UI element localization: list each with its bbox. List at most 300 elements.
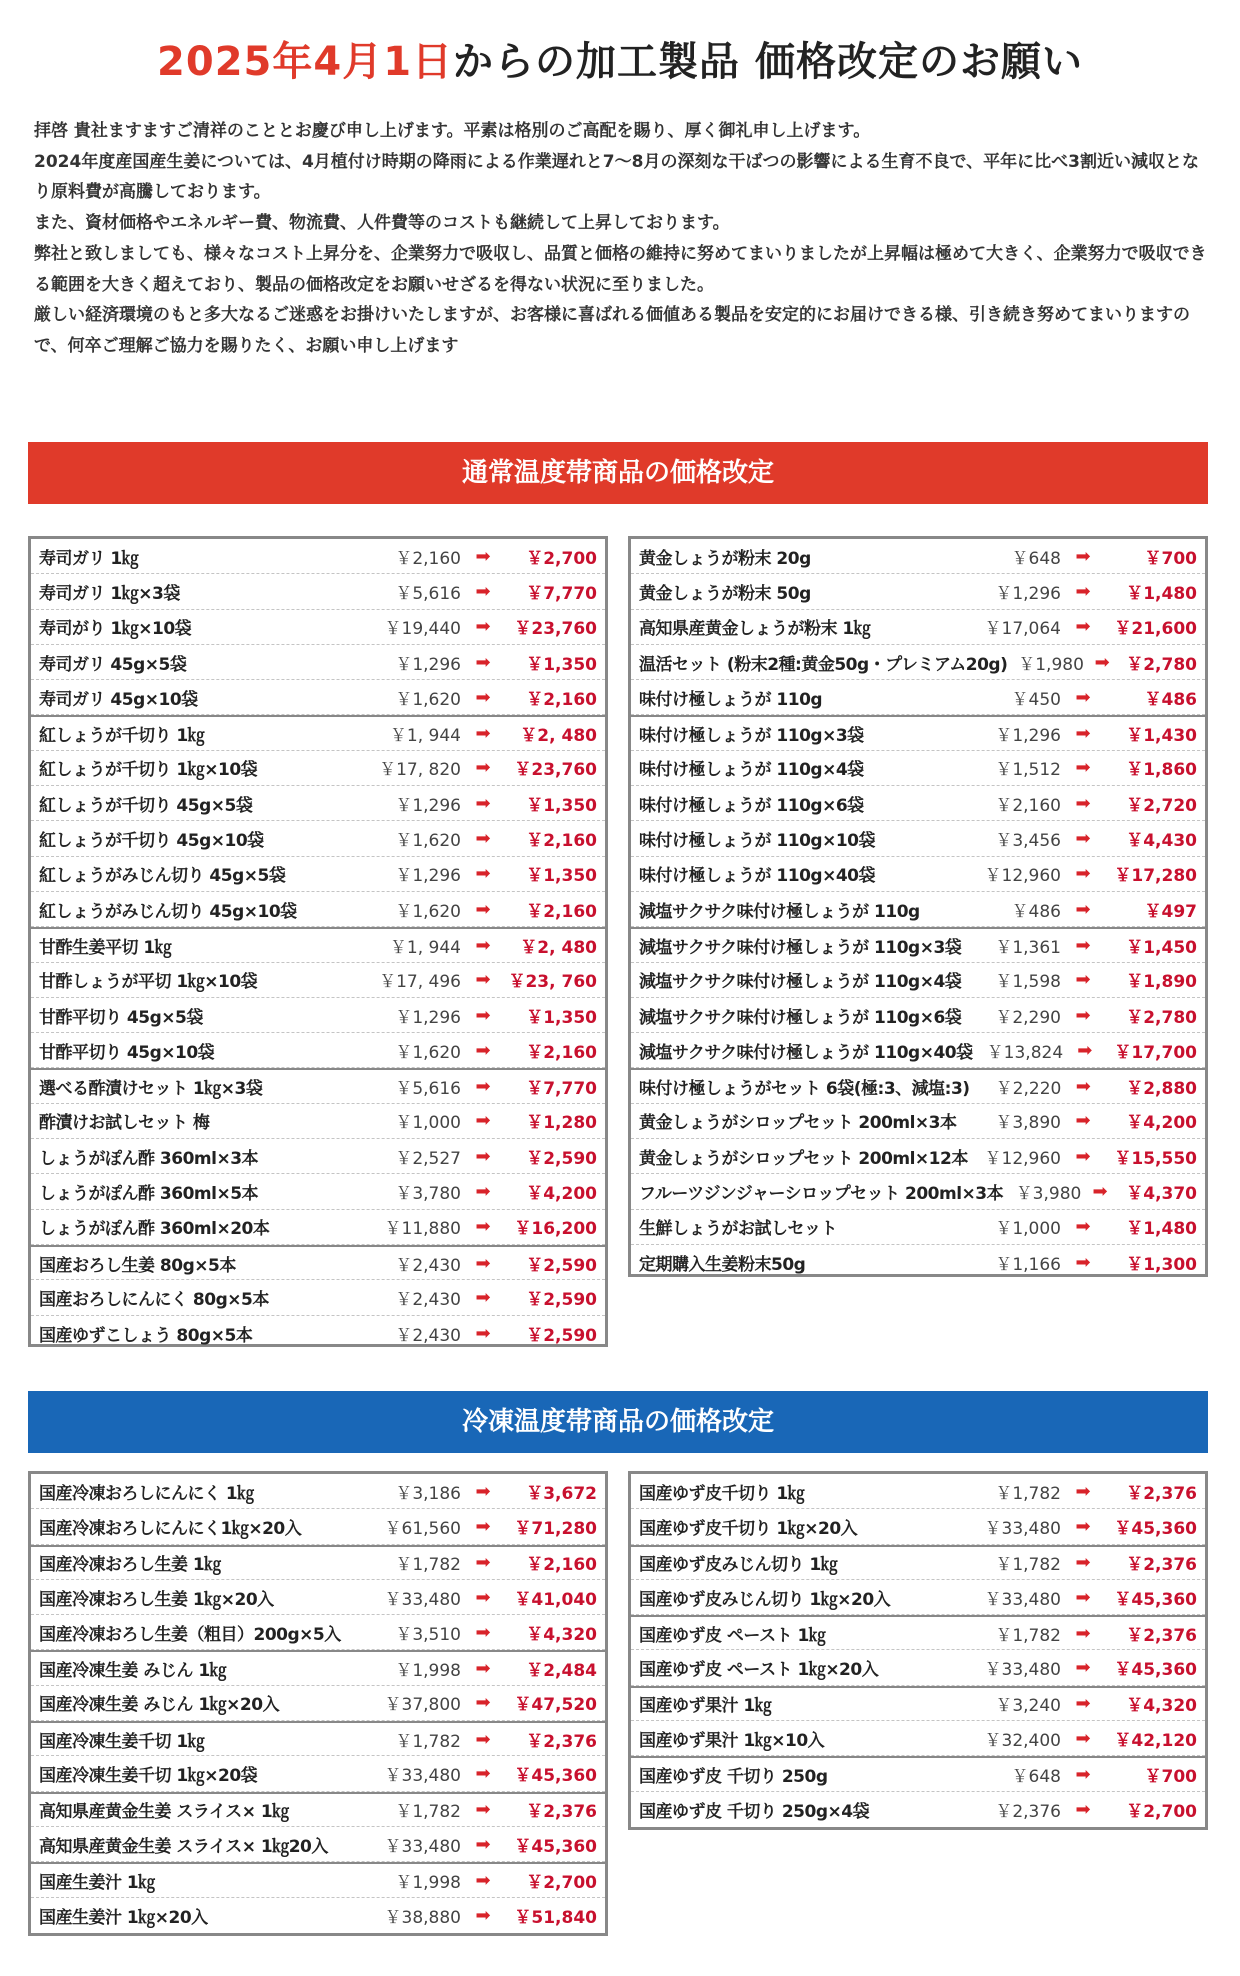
product-name: 国産生姜汁 1㎏×20入 bbox=[39, 1907, 208, 1928]
product-name: 甘酢平切り 45g×5袋 bbox=[39, 1007, 203, 1028]
price-row bbox=[631, 1756, 1205, 1791]
old-price: ￥3,510 bbox=[395, 1624, 461, 1645]
old-price: ￥648 bbox=[1011, 548, 1061, 569]
price-row bbox=[631, 1686, 1205, 1721]
product-name: 国産ゆず果汁 1㎏×10入 bbox=[639, 1730, 825, 1751]
price-row bbox=[31, 1280, 605, 1315]
old-price: ￥450 bbox=[1011, 689, 1061, 710]
product-name: 国産ゆず果汁 1㎏ bbox=[639, 1696, 772, 1717]
new-price: ￥1,890 bbox=[1126, 972, 1197, 993]
product-name: しょうがぽん酢 360ml×5本 bbox=[39, 1183, 259, 1204]
intro-paragraph: 2024年度産国産生姜については、4月植付け時期の降雨による作業遅れと7～8月の深刻な干ばつの影響による生育不良で、平年に比べ3割近い減収となり原料費が高騰しております。 bbox=[34, 151, 1199, 203]
product-name: 温活セット (粉末2種:黄金50g・プレミアム20g) bbox=[639, 654, 1008, 675]
product-name: 紅しょうが千切り 45g×5袋 bbox=[39, 795, 253, 816]
arrow-icon: ➡ bbox=[475, 863, 491, 885]
arrow-icon: ➡ bbox=[1075, 1764, 1091, 1786]
old-price: ￥2,160 bbox=[395, 548, 461, 569]
product-name: 国産ゆずこしょう 80g×5本 bbox=[39, 1325, 253, 1346]
arrow-icon: ➡ bbox=[1075, 1216, 1091, 1238]
product-name: 国産ゆず皮みじん切り 1㎏ bbox=[639, 1555, 838, 1576]
price-row bbox=[631, 1545, 1205, 1580]
new-price: ￥2,376 bbox=[1126, 1625, 1197, 1646]
price-row bbox=[31, 892, 605, 927]
arrow-icon: ➡ bbox=[1075, 969, 1091, 991]
arrow-icon: ➡ bbox=[1075, 1552, 1091, 1574]
new-price: ￥45,360 bbox=[1114, 1518, 1197, 1539]
arrow-icon: ➡ bbox=[1075, 1004, 1091, 1026]
old-price: ￥3,890 bbox=[995, 1113, 1061, 1134]
new-price: ￥2,376 bbox=[1126, 1483, 1197, 1504]
arrow-icon: ➡ bbox=[475, 1216, 491, 1238]
product-name: 減塩サクサク味付け極しょうが 110g×40袋 bbox=[639, 1042, 973, 1063]
arrow-icon: ➡ bbox=[1094, 651, 1110, 673]
arrow-icon: ➡ bbox=[475, 580, 491, 602]
price-row bbox=[31, 1474, 605, 1509]
new-price: ￥4,320 bbox=[1126, 1696, 1197, 1717]
new-price: ￥4,320 bbox=[526, 1624, 597, 1645]
old-price: ￥1,166 bbox=[995, 1255, 1061, 1276]
new-price: ￥3,672 bbox=[526, 1483, 597, 1504]
product-name: 国産ゆず皮 千切り 250g bbox=[639, 1767, 828, 1788]
price-row bbox=[31, 1580, 605, 1615]
page-title bbox=[0, 30, 1240, 87]
old-price: ￥61,560 bbox=[384, 1518, 461, 1539]
price-row bbox=[31, 1245, 605, 1280]
old-price: ￥33,480 bbox=[984, 1589, 1061, 1610]
product-name: 国産おろし生姜 80g×5本 bbox=[39, 1255, 236, 1276]
new-price: ￥497 bbox=[1144, 901, 1197, 922]
price-row bbox=[31, 1068, 605, 1103]
new-price: ￥2,160 bbox=[526, 831, 597, 852]
new-price: ￥2,590 bbox=[526, 1325, 597, 1346]
old-price: ￥1,296 bbox=[395, 866, 461, 887]
new-price: ￥71,280 bbox=[514, 1518, 597, 1539]
new-price: ￥700 bbox=[1144, 1767, 1197, 1788]
old-price: ￥2,290 bbox=[995, 1007, 1061, 1028]
price-row bbox=[631, 610, 1205, 645]
price-row bbox=[631, 1245, 1205, 1280]
price-row bbox=[631, 574, 1205, 609]
price-row bbox=[631, 1474, 1205, 1509]
old-price: ￥2,376 bbox=[995, 1801, 1061, 1822]
arrow-icon: ➡ bbox=[475, 1904, 491, 1926]
price-row bbox=[31, 857, 605, 892]
new-price: ￥2,160 bbox=[526, 1042, 597, 1063]
old-price: ￥1,512 bbox=[995, 760, 1061, 781]
price-row bbox=[31, 1545, 605, 1580]
old-price: ￥33,480 bbox=[384, 1766, 461, 1787]
title-text: からの加工製品 価格改定のお願い bbox=[453, 39, 1083, 85]
product-name: 味付け極しょうが 110g bbox=[639, 689, 823, 710]
old-price: ￥1,296 bbox=[395, 795, 461, 816]
arrow-icon: ➡ bbox=[475, 1039, 491, 1061]
product-name: 寿司ガリ 45g×10袋 bbox=[39, 689, 198, 710]
old-price: ￥3,240 bbox=[995, 1696, 1061, 1717]
new-price: ￥16,200 bbox=[514, 1219, 597, 1240]
product-name: 高知県産黄金生姜 スライス× 1㎏20入 bbox=[39, 1836, 328, 1857]
price-row bbox=[31, 1650, 605, 1685]
old-price: ￥38,880 bbox=[384, 1907, 461, 1928]
product-name: 国産おろしにんにく 80g×5本 bbox=[39, 1289, 269, 1310]
old-price: ￥2,220 bbox=[995, 1079, 1062, 1100]
price-row bbox=[631, 645, 1205, 680]
price-table-frozen-right bbox=[628, 1471, 1208, 1830]
arrow-icon: ➡ bbox=[475, 1692, 491, 1714]
arrow-icon: ➡ bbox=[1075, 616, 1091, 638]
new-price: ￥2,376 bbox=[1126, 1555, 1197, 1576]
new-price: ￥23,760 bbox=[514, 619, 597, 640]
old-price: ￥1,782 bbox=[995, 1625, 1061, 1646]
arrow-icon: ➡ bbox=[1075, 686, 1091, 708]
new-price: ￥2,700 bbox=[526, 548, 597, 569]
new-price: ￥17,700 bbox=[1114, 1042, 1197, 1063]
new-price: ￥2,590 bbox=[526, 1289, 597, 1310]
price-row bbox=[31, 1615, 605, 1650]
new-price: ￥2,160 bbox=[526, 1555, 597, 1576]
price-row bbox=[631, 857, 1205, 892]
arrow-icon: ➡ bbox=[475, 1180, 491, 1202]
arrow-icon: ➡ bbox=[1075, 1622, 1091, 1644]
new-price: ￥2,700 bbox=[526, 1872, 597, 1893]
new-price: ￥45,360 bbox=[1114, 1589, 1197, 1610]
arrow-icon: ➡ bbox=[1092, 1180, 1108, 1202]
old-price: ￥3,980 bbox=[1015, 1183, 1082, 1204]
arrow-icon: ➡ bbox=[1075, 757, 1091, 779]
old-price: ￥2,430 bbox=[395, 1289, 461, 1310]
arrow-icon: ➡ bbox=[475, 1763, 491, 1785]
old-price: ￥1,980 bbox=[1018, 654, 1084, 675]
product-name: 国産冷凍おろしにんにく1㎏×20入 bbox=[39, 1518, 302, 1539]
old-price: ￥1,782 bbox=[995, 1483, 1061, 1504]
new-price: ￥2,376 bbox=[526, 1802, 597, 1823]
old-price: ￥1, 944 bbox=[389, 937, 461, 958]
arrow-icon: ➡ bbox=[1075, 1657, 1091, 1679]
product-name: 国産冷凍おろしにんにく 1㎏ bbox=[39, 1483, 254, 1504]
product-name: 減塩サクサク味付け極しょうが 110g×4袋 bbox=[639, 972, 962, 993]
new-price: ￥2, 480 bbox=[520, 937, 597, 958]
product-name: 国産冷凍おろし生姜 1㎏ bbox=[39, 1555, 221, 1576]
new-price: ￥4,200 bbox=[1126, 1113, 1197, 1134]
arrow-icon: ➡ bbox=[1075, 1145, 1091, 1167]
new-price: ￥2,160 bbox=[526, 901, 597, 922]
arrow-icon: ➡ bbox=[475, 1515, 491, 1537]
product-name: 生鮮しょうがお試しセット bbox=[639, 1219, 837, 1240]
arrow-icon: ➡ bbox=[475, 1145, 491, 1167]
product-name: 味付け極しょうが 110g×4袋 bbox=[639, 760, 864, 781]
arrow-icon: ➡ bbox=[475, 1322, 491, 1344]
new-price: ￥1,280 bbox=[526, 1113, 597, 1134]
arrow-icon: ➡ bbox=[475, 757, 491, 779]
arrow-icon: ➡ bbox=[1075, 1252, 1091, 1274]
product-name: 黄金しょうが粉末 50g bbox=[639, 583, 811, 604]
new-price: ￥51,840 bbox=[514, 1907, 597, 1928]
section-heading-normal: 通常温度帯商品の価格改定 bbox=[28, 442, 1208, 504]
new-price: ￥2,590 bbox=[526, 1255, 597, 1276]
product-name: 寿司ガリ 45g×5袋 bbox=[39, 654, 187, 675]
old-price: ￥17, 820 bbox=[379, 760, 461, 781]
old-price: ￥648 bbox=[1011, 1767, 1061, 1788]
old-price: ￥2,160 bbox=[995, 795, 1061, 816]
old-price: ￥33,480 bbox=[384, 1836, 461, 1857]
new-price: ￥1,300 bbox=[1126, 1255, 1197, 1276]
price-row bbox=[631, 927, 1205, 962]
new-price: ￥1,350 bbox=[526, 1007, 597, 1028]
product-name: 寿司ガリ 1㎏ bbox=[39, 548, 139, 569]
price-row bbox=[31, 1174, 605, 1209]
price-row bbox=[631, 786, 1205, 821]
old-price: ￥33,480 bbox=[984, 1660, 1061, 1681]
arrow-icon: ➡ bbox=[475, 969, 491, 991]
new-price: ￥4,430 bbox=[1126, 831, 1197, 852]
price-row bbox=[31, 1509, 605, 1544]
price-row bbox=[31, 821, 605, 856]
arrow-icon: ➡ bbox=[1075, 1480, 1091, 1502]
product-name: 甘酢しょうが平切 1㎏×10袋 bbox=[39, 972, 258, 993]
new-price: ￥4,200 bbox=[526, 1183, 597, 1204]
arrow-icon: ➡ bbox=[475, 545, 491, 567]
product-name: 国産冷凍生姜 みじん 1㎏×20入 bbox=[39, 1695, 280, 1716]
price-row bbox=[31, 610, 605, 645]
new-price: ￥45,360 bbox=[514, 1766, 597, 1787]
new-price: ￥2,780 bbox=[1126, 654, 1197, 675]
product-name: 味付け極しょうが 110g×3袋 bbox=[639, 726, 864, 747]
new-price: ￥2, 480 bbox=[520, 726, 597, 747]
product-name: 国産ゆず皮 千切り 250g×4袋 bbox=[639, 1801, 870, 1822]
price-row bbox=[631, 1210, 1205, 1245]
arrow-icon: ➡ bbox=[1077, 1039, 1093, 1061]
product-name: 国産冷凍生姜千切 1㎏×20袋 bbox=[39, 1766, 258, 1787]
arrow-icon: ➡ bbox=[475, 723, 491, 745]
price-row bbox=[631, 1792, 1205, 1827]
price-row bbox=[631, 751, 1205, 786]
arrow-icon: ➡ bbox=[1075, 723, 1091, 745]
arrow-icon: ➡ bbox=[1075, 828, 1091, 850]
price-row bbox=[631, 1068, 1205, 1103]
product-name: 減塩サクサク味付け極しょうが 110g×3袋 bbox=[639, 937, 962, 958]
arrow-icon: ➡ bbox=[1075, 934, 1091, 956]
arrow-icon: ➡ bbox=[475, 1076, 491, 1098]
product-name: 国産冷凍おろし生姜 1㎏×20入 bbox=[39, 1589, 274, 1610]
price-row bbox=[631, 1104, 1205, 1139]
product-name: 黄金しょうが粉末 20g bbox=[639, 548, 811, 569]
price-row bbox=[631, 715, 1205, 750]
new-price: ￥1,430 bbox=[1126, 726, 1197, 747]
old-price: ￥5,616 bbox=[395, 583, 461, 604]
new-price: ￥2,880 bbox=[1126, 1079, 1197, 1100]
price-row bbox=[631, 1033, 1205, 1068]
arrow-icon: ➡ bbox=[1075, 863, 1091, 885]
old-price: ￥19,440 bbox=[384, 619, 461, 640]
product-name: 定期購入生姜粉末50g bbox=[639, 1255, 806, 1276]
product-name: 国産ゆず皮みじん切り 1㎏×20入 bbox=[639, 1589, 891, 1610]
arrow-icon: ➡ bbox=[475, 792, 491, 814]
arrow-icon: ➡ bbox=[475, 898, 491, 920]
old-price: ￥1,998 bbox=[395, 1661, 461, 1682]
price-row bbox=[31, 1827, 605, 1862]
price-row bbox=[631, 680, 1205, 715]
intro-paragraph: 拝啓 貴社ますますご清祥のこととお慶び申し上げます。平素は格別のご高配を賜り、厚く御礼申し上げます。 bbox=[34, 121, 871, 141]
product-name: 紅しょうが千切り 45g×10袋 bbox=[39, 831, 264, 852]
product-name: 高知県産黄金生姜 スライス× 1㎏ bbox=[39, 1802, 289, 1823]
arrow-icon: ➡ bbox=[475, 1252, 491, 1274]
new-price: ￥1,350 bbox=[526, 654, 597, 675]
arrow-icon: ➡ bbox=[475, 1728, 491, 1750]
arrow-icon: ➡ bbox=[475, 1658, 491, 1680]
old-price: ￥2,430 bbox=[395, 1255, 461, 1276]
new-price: ￥23, 760 bbox=[508, 972, 597, 993]
price-row bbox=[31, 1898, 605, 1933]
old-price: ￥486 bbox=[1011, 901, 1061, 922]
new-price: ￥23,760 bbox=[514, 760, 597, 781]
new-price: ￥1,860 bbox=[1126, 760, 1197, 781]
arrow-icon: ➡ bbox=[475, 1004, 491, 1026]
product-name: 国産ゆず皮 ペースト 1㎏×20入 bbox=[639, 1660, 879, 1681]
arrow-icon: ➡ bbox=[475, 686, 491, 708]
old-price: ￥1,782 bbox=[995, 1555, 1061, 1576]
intro-paragraph: 厳しい経済環境のもと多大なるご迷惑をお掛けいたしますが、お客様に喜ばれる価値ある製品を安定的にお届けできる様、引き続き努めてまいりますので、何卒ご理解ご協力を賜りたく、お願い申し上げます bbox=[34, 305, 1190, 356]
price-row bbox=[631, 1509, 1205, 1544]
old-price: ￥1,620 bbox=[395, 901, 461, 922]
old-price: ￥3,780 bbox=[395, 1183, 461, 1204]
new-price: ￥45,360 bbox=[514, 1836, 597, 1857]
old-price: ￥12,960 bbox=[984, 1148, 1061, 1169]
arrow-icon: ➡ bbox=[1075, 1693, 1091, 1715]
product-name: 国産ゆず皮 ペースト 1㎏ bbox=[639, 1625, 826, 1646]
product-name: 国産ゆず皮千切り 1㎏×20入 bbox=[639, 1518, 858, 1539]
arrow-icon: ➡ bbox=[1075, 1727, 1091, 1749]
price-row bbox=[31, 786, 605, 821]
price-row bbox=[31, 1210, 605, 1245]
product-name: 紅しょうがみじん切り 45g×10袋 bbox=[39, 901, 297, 922]
old-price: ￥37,800 bbox=[384, 1695, 461, 1716]
price-row bbox=[31, 1033, 605, 1068]
new-price: ￥1,480 bbox=[1126, 583, 1197, 604]
arrow-icon: ➡ bbox=[1075, 545, 1091, 567]
price-row bbox=[631, 1650, 1205, 1685]
price-row bbox=[31, 751, 605, 786]
price-table-normal-right bbox=[628, 536, 1208, 1277]
product-name: 選べる酢漬けセット 1㎏×3袋 bbox=[39, 1079, 263, 1100]
old-price: ￥13,824 bbox=[986, 1042, 1064, 1063]
old-price: ￥1,998 bbox=[395, 1872, 461, 1893]
arrow-icon: ➡ bbox=[475, 1586, 491, 1608]
old-price: ￥1,296 bbox=[395, 654, 461, 675]
arrow-icon: ➡ bbox=[475, 934, 491, 956]
old-price: ￥17,064 bbox=[984, 619, 1061, 640]
new-price: ￥1,350 bbox=[526, 795, 597, 816]
new-price: ￥2,484 bbox=[526, 1661, 597, 1682]
old-price: ￥1,296 bbox=[995, 583, 1061, 604]
price-table-normal-left bbox=[28, 536, 608, 1347]
price-row bbox=[31, 680, 605, 715]
product-name: しょうがぽん酢 360ml×20本 bbox=[39, 1219, 270, 1240]
arrow-icon: ➡ bbox=[475, 1110, 491, 1132]
price-row bbox=[31, 1721, 605, 1756]
price-row bbox=[631, 1615, 1205, 1650]
product-name: しょうがぽん酢 360ml×3本 bbox=[39, 1148, 259, 1169]
product-name: 甘酢生姜平切 1㎏ bbox=[39, 937, 172, 958]
new-price: ￥7,770 bbox=[526, 583, 597, 604]
old-price: ￥1,598 bbox=[995, 972, 1061, 993]
new-price: ￥47,520 bbox=[514, 1695, 597, 1716]
price-row bbox=[631, 963, 1205, 998]
old-price: ￥32,400 bbox=[984, 1730, 1061, 1751]
new-price: ￥2,780 bbox=[1126, 1007, 1197, 1028]
product-name: 味付け極しょうが 110g×10袋 bbox=[639, 831, 875, 852]
arrow-icon: ➡ bbox=[475, 1552, 491, 1574]
arrow-icon: ➡ bbox=[1075, 898, 1091, 920]
product-name: 国産生姜汁 1㎏ bbox=[39, 1872, 155, 1893]
old-price: ￥1,782 bbox=[395, 1555, 461, 1576]
product-name: 寿司がり 1㎏×10袋 bbox=[39, 619, 192, 640]
arrow-icon: ➡ bbox=[1075, 792, 1091, 814]
price-row bbox=[31, 1139, 605, 1174]
arrow-icon: ➡ bbox=[475, 1621, 491, 1643]
price-row bbox=[631, 1174, 1205, 1209]
new-price: ￥2,376 bbox=[526, 1731, 597, 1752]
new-price: ￥2,720 bbox=[1126, 795, 1197, 816]
new-price: ￥15,550 bbox=[1114, 1148, 1197, 1169]
new-price: ￥2,590 bbox=[526, 1148, 597, 1169]
new-price: ￥4,370 bbox=[1126, 1183, 1198, 1204]
old-price: ￥1,296 bbox=[395, 1007, 461, 1028]
product-name: 甘酢平切り 45g×10袋 bbox=[39, 1042, 215, 1063]
arrow-icon: ➡ bbox=[475, 1480, 491, 1502]
price-row bbox=[31, 645, 605, 680]
new-price: ￥41,040 bbox=[514, 1589, 597, 1610]
arrow-icon: ➡ bbox=[475, 616, 491, 638]
arrow-icon: ➡ bbox=[1075, 1076, 1091, 1098]
new-price: ￥700 bbox=[1144, 548, 1197, 569]
arrow-icon: ➡ bbox=[475, 1286, 491, 1308]
new-price: ￥7,770 bbox=[526, 1079, 597, 1100]
arrow-icon: ➡ bbox=[1075, 1586, 1091, 1608]
old-price: ￥3,186 bbox=[395, 1483, 461, 1504]
product-name: 黄金しょうがシロップセット 200ml×3本 bbox=[639, 1113, 957, 1134]
new-price: ￥45,360 bbox=[1114, 1660, 1197, 1681]
old-price: ￥1,620 bbox=[395, 689, 461, 710]
price-row bbox=[31, 1756, 605, 1791]
old-price: ￥1,620 bbox=[395, 1042, 461, 1063]
intro-paragraph: また、資材価格やエネルギー費、物流費、人件費等のコストも継続して上昇しております。 bbox=[34, 213, 730, 234]
product-name: 味付け極しょうがセット 6袋(極:3、減塩:3) bbox=[639, 1079, 970, 1100]
product-name: 減塩サクサク味付け極しょうが 110g bbox=[639, 901, 920, 922]
old-price: ￥2,527 bbox=[395, 1148, 461, 1169]
arrow-icon: ➡ bbox=[475, 828, 491, 850]
arrow-icon: ➡ bbox=[1075, 1798, 1091, 1820]
price-row bbox=[631, 1139, 1205, 1174]
price-row bbox=[631, 821, 1205, 856]
product-name: 国産冷凍生姜千切 1㎏ bbox=[39, 1731, 205, 1752]
intro-text bbox=[34, 116, 1209, 362]
price-row bbox=[31, 1104, 605, 1139]
product-name: 味付け極しょうが 110g×40袋 bbox=[639, 866, 875, 887]
price-row bbox=[31, 927, 605, 962]
product-name: 紅しょうが千切り 1㎏ bbox=[39, 726, 205, 747]
price-row bbox=[31, 1862, 605, 1897]
old-price: ￥1,000 bbox=[395, 1113, 461, 1134]
old-price: ￥33,480 bbox=[984, 1518, 1061, 1539]
arrow-icon: ➡ bbox=[475, 1833, 491, 1855]
product-name: 国産冷凍生姜 みじん 1㎏ bbox=[39, 1661, 227, 1682]
price-row bbox=[31, 998, 605, 1033]
product-name: 国産冷凍おろし生姜（粗目）200g×5入 bbox=[39, 1624, 341, 1645]
new-price: ￥1,480 bbox=[1126, 1219, 1197, 1240]
old-price: ￥1,296 bbox=[995, 726, 1061, 747]
arrow-icon: ➡ bbox=[475, 1869, 491, 1891]
arrow-icon: ➡ bbox=[1075, 580, 1091, 602]
old-price: ￥11,880 bbox=[384, 1219, 461, 1240]
